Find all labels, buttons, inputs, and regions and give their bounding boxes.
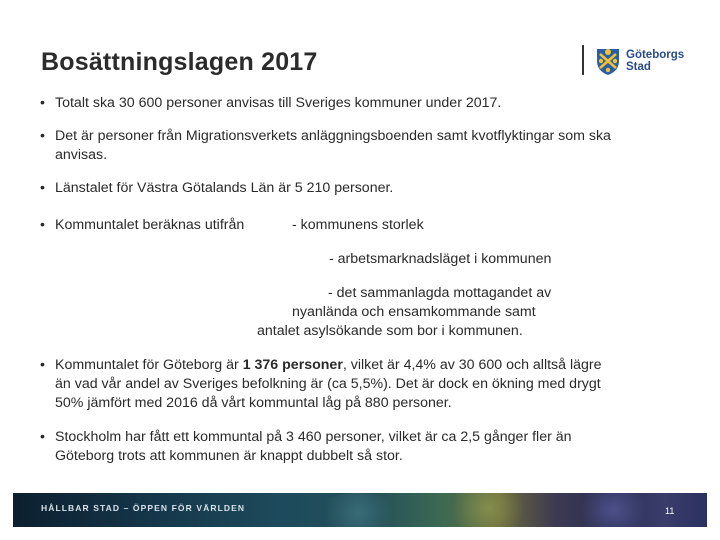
page-number: 11 xyxy=(665,506,675,516)
goteborgs-stad-logo xyxy=(594,46,694,78)
criterion-text-line: nyanlända och ensamkommande samt xyxy=(292,304,536,320)
bullet-text-line xyxy=(40,356,602,375)
bullet-text-line: Länstalet för Västra Götalands Län är 5 210 personer. xyxy=(55,180,394,196)
criterion-text: - arbetsmarknadsläget i kommunen xyxy=(329,251,552,267)
footer-banner xyxy=(13,493,707,527)
bullet-text-line: anvisas. xyxy=(55,147,108,163)
bullet-text-line: Totalt ska 30 600 personer anvisas till Sveriges kommuner under 2017. xyxy=(55,95,502,111)
bullet-stockholm xyxy=(40,428,572,466)
bullet-text-line: Stockholm har fått ett kommuntal på 3 460 personer, vilket är ca 2,5 gånger fler än xyxy=(55,429,572,445)
slide-title: Bosättningslagen 2017 xyxy=(41,48,318,76)
criterion-text-line: antalet asylsökande som bor i kommunen. xyxy=(257,323,523,339)
logo-text xyxy=(626,49,684,73)
bullet-marker: • xyxy=(40,429,45,445)
logo-text-line1: Göteborgs xyxy=(626,49,685,61)
bullet-text-line: Det är personer från Migrationsverkets anläggningsboenden samt kvotflyktingar som ska xyxy=(55,128,611,144)
criterion-text-line: - det sammanlagda mottagandet av xyxy=(328,285,552,301)
footer-light-blob xyxy=(573,493,653,527)
bullet-text-line: Kommuntalet beräknas utifrån xyxy=(55,217,245,233)
bullet-text-line: 50% jämfört med 2016 då vårt kommuntal låg på 880 personer. xyxy=(55,395,452,411)
bullet-county-figure xyxy=(40,179,393,198)
footer-light-blob xyxy=(443,493,533,527)
logo-divider xyxy=(582,45,584,75)
footer-light-blob xyxy=(313,493,403,527)
criterion-total-reception xyxy=(250,284,580,341)
gothenburg-suffix: , vilket är 4,4% av 30 600 och alltså lägre xyxy=(342,357,602,373)
bullet-marker: • xyxy=(40,180,45,196)
gothenburg-prefix: Kommuntalet för Göteborg är xyxy=(55,357,243,373)
gothenburg-figure-highlight: 1 376 personer xyxy=(242,357,343,373)
bullet-marker: • xyxy=(40,95,45,111)
footer-slogan: HÅLLBAR STAD – ÖPPEN FÖR VÄRLDEN xyxy=(41,503,246,513)
bullet-text-line: än vad vår andel av Sveriges befolkning är (ca 5,5%). Det är dock en ökning med drygt xyxy=(55,376,601,392)
bullet-marker: • xyxy=(40,128,45,144)
bullet-total xyxy=(40,94,501,113)
criterion-labour-market xyxy=(329,250,551,269)
bullet-gothenburg xyxy=(40,356,602,413)
bullet-calculation-basis xyxy=(40,216,244,235)
criterion-municipality-size xyxy=(292,216,424,235)
logo-text-line2: Stad xyxy=(626,61,651,73)
bullet-origin xyxy=(40,127,611,165)
bullet-marker: • xyxy=(40,217,45,233)
bullet-text-line: Göteborg trots att kommunen är knappt dubbelt så stor. xyxy=(55,448,403,464)
goteborg-coat-of-arms-icon xyxy=(594,46,622,76)
criterion-text: - kommunens storlek xyxy=(292,217,424,233)
bullet-marker: • xyxy=(40,357,45,373)
